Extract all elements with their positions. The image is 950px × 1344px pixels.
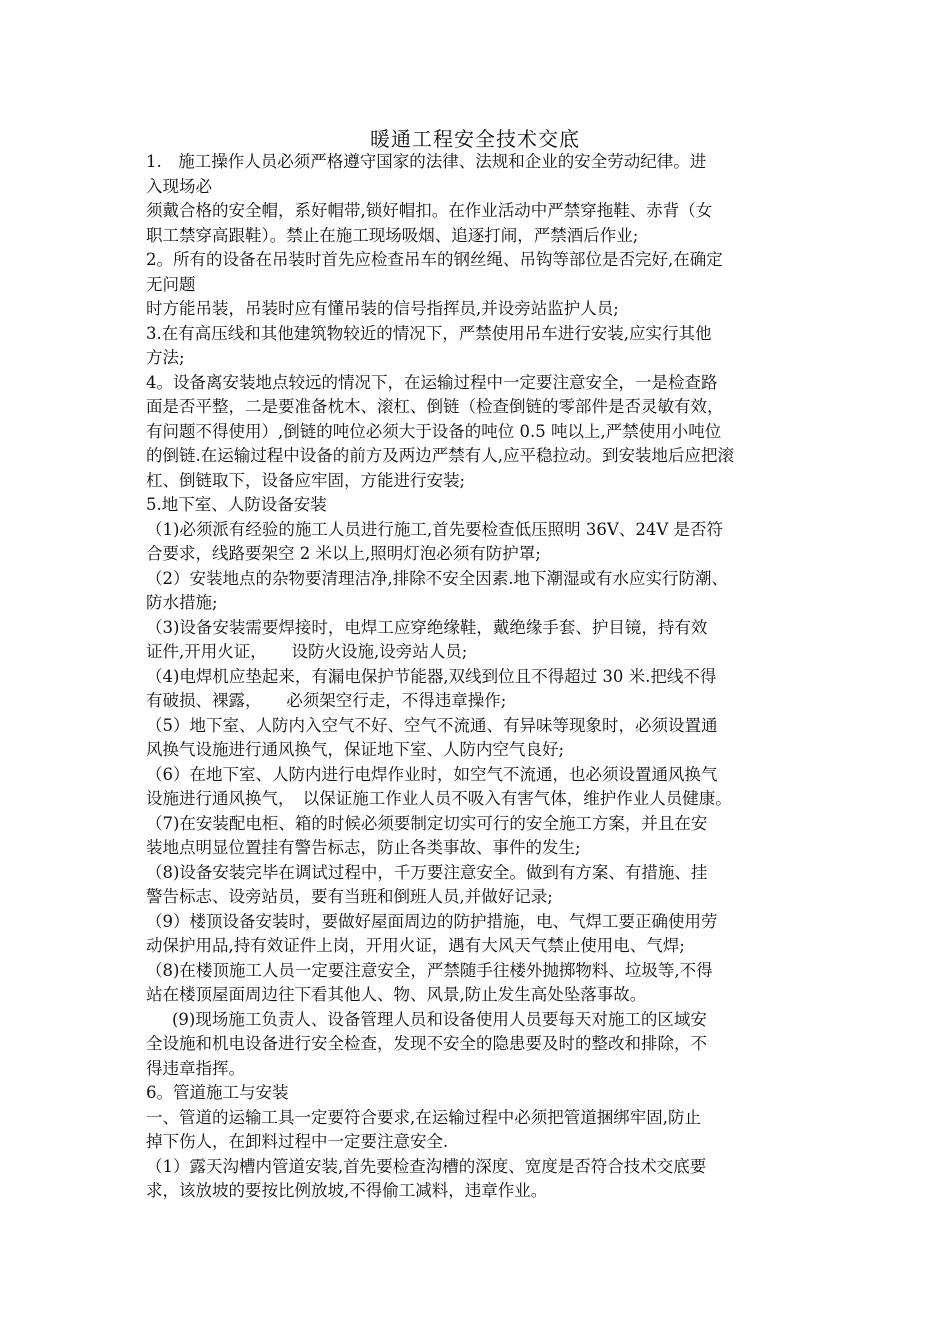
text-line: 职工禁穿高跟鞋）。禁止在施工现场吸烟、追逐打闹，严禁酒后作业; [146,225,639,245]
text-line: 2。所有的设备在吊装时首先应检查吊车的钢丝绳、吊钩等部位是否完好,在确定 [146,250,723,269]
text-line: （2）安装地点的杂物要清理洁净,排除不安全因素.地下潮湿或有水应实行防潮、 [146,568,728,588]
text-line: （3)设备安装需要焊接时，电焊工应穿绝缘鞋，戴绝缘手套、护目镜，持有效 [146,617,708,637]
text-line: 杠、倒链取下，设备应牢固，方能进行安装; [146,470,466,490]
text-line: 4。设备离安装地点较远的情况下，在运输过程中一定要注意安全，一是检查路 [146,372,718,392]
text-line: 面是否平整，二是要准备枕木、滚杠、倒链（检查倒链的零部件是否灵敏有效， [146,397,724,416]
text-line: 风换气设施进行通风换气，保证地下室、人防内空气良好; [146,740,565,759]
text-line: 一、管道的运输工具一定要符合要求,在运输过程中必须把管道捆绑牢固,防止 [146,1107,701,1127]
text-line: 设施进行通风换气， 以保证施工作业人员不吸入有害气体，维护作业人员健康。 [146,789,732,808]
text-line: 动保护用品,持有效证件上岗，开用火证，遇有大风天气禁止使用电、气焊; [146,936,685,955]
text-line: （8)设备安装完毕在调试过程中，千万要注意安全。做到有方案、有措施、挂 [146,862,708,882]
text-line: （6）在地下室、人防内进行电焊作业时，如空气不流通，也必须设置通风换气 [146,764,718,784]
text-line: 须戴合格的安全帽，系好帽带,锁好帽扣。在作业活动中严禁穿拖鞋、赤背（女 [146,201,713,220]
text-line: 装地点明显位置挂有警告标志，防止各类事故、事件的发生; [146,838,581,857]
text-line: 全设施和机电设备进行安全检查，发现不安全的隐患要及时的整改和排除，不 [146,1034,707,1053]
text-line: （4)电焊机应垫起来，有漏电保护节能器,双线到位且不得超过 30 米.把线不得 [146,666,717,686]
text-line: （7)在安装配电柜、箱的时候必须要制定切实可行的安全施工方案，并且在安 [146,813,708,833]
text-line: 防水措施; [146,593,218,612]
document-title: 暖通工程安全技术交底 [370,127,580,151]
text-line: （1）露天沟槽内管道安装,首先要检查沟槽的深度、宽度是否符合技术交底要 [146,1156,707,1176]
text-line: （5）地下室、人防内入空气不好、空气不流通、有异味等现象时，必须设置通 [146,715,718,735]
text-line: 的倒链.在运输过程中设备的前方及两边严禁有人,应平稳拉动。到安装地后应把滚 [146,446,734,465]
text-line: 求，该放坡的要按比例放坡,不得偷工减料，违章作业。 [146,1181,548,1200]
text-line: 3.在有高压线和其他建筑物较近的情况下，严禁使用吊车进行安装,应实行其他 [146,323,712,343]
text-line: 得违章指挥。 [146,1058,245,1078]
text-line: 掉下伤人，在卸料过程中一定要注意安全. [146,1132,449,1151]
text-line: 6。管道施工与安装 [146,1083,289,1102]
text-line: 站在楼顶屋面周边往下看其他人、物、风景,防止发生高处坠落事故。 [146,985,647,1004]
text-line: 入现场必 [146,176,212,196]
text-line: 无问题 [146,274,196,294]
text-line: （1)必须派有经验的施工人员进行施工,首先要检查低压照明 36V、24V 是否符 [146,519,723,539]
text-line: （9）楼顶设备安装时，要做好屋面周边的防护措施，电、气焊工要正确使用劳 [146,911,718,931]
text-line: 有问题不得使用）,倒链的吨位必须大于设备的吨位 0.5 吨以上,严禁使用小吨位 [146,421,722,441]
text-line: 5.地下室、人防设备安装 [146,495,327,514]
document-body [146,150,826,1204]
text-line: (9)现场施工负责人、设备管理人员和设备使用人员要每天对施工的区域安 [172,1009,707,1029]
text-line: 方法; [146,348,185,367]
text-line: （8)在楼顶施工人员一定要注意安全，严禁随手往楼外抛掷物料、垃圾等,不得 [146,960,713,980]
text-line: 1. 施工操作人员必须严格遵守国家的法律、法规和企业的安全劳动纪律。进 [146,152,707,171]
text-line: 时方能吊装，吊装时应有懂吊装的信号指挥员,并设旁站监护人员; [146,299,619,318]
text-line: 合要求，线路要架空 2 米以上,照明灯泡必须有防护罩; [146,544,541,563]
text-line: 有破损、裸露， 必须架空行走，不得违章操作; [146,691,507,710]
text-line: 证件,开用火证， 设防火设施,设旁站人员; [146,642,468,661]
text-line: 警告标志、设旁站员，要有当班和倒班人员,并做好记录; [146,887,553,906]
